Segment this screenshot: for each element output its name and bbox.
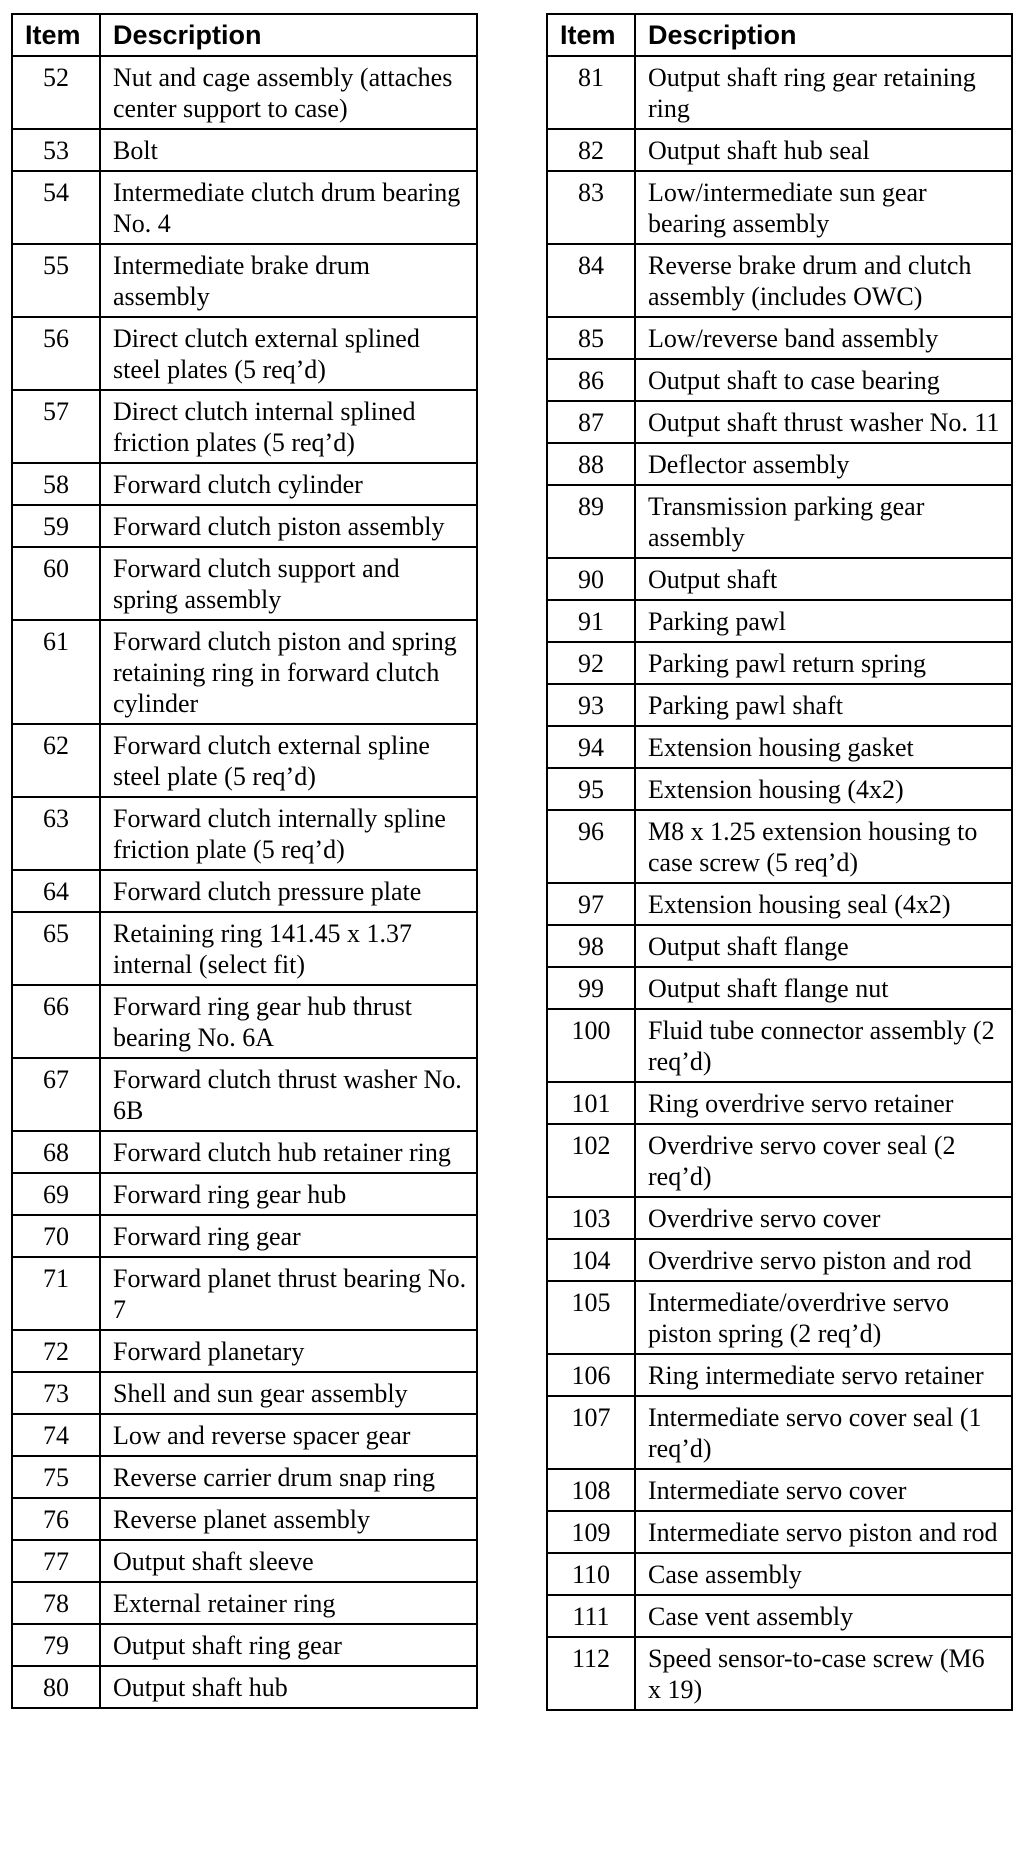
item-number: 93: [547, 684, 635, 726]
table-row: [12, 870, 477, 912]
item-number: 69: [12, 1173, 100, 1215]
table-row: [12, 1624, 477, 1666]
item-description: Forward clutch external spline steel plate (5 req’d): [100, 724, 477, 797]
table-row: [12, 1131, 477, 1173]
table-row: [547, 1553, 1012, 1595]
item-number: 83: [547, 171, 635, 244]
table-row: [547, 883, 1012, 925]
item-number: 78: [12, 1582, 100, 1624]
item-number: 55: [12, 244, 100, 317]
item-description: Output shaft hub: [100, 1666, 477, 1708]
table-row: [12, 129, 477, 171]
table-row: [547, 317, 1012, 359]
table-row: [547, 684, 1012, 726]
table-row: [547, 1354, 1012, 1396]
item-description: Case assembly: [635, 1553, 1012, 1595]
table-row: [12, 797, 477, 870]
item-description: Extension housing seal (4x2): [635, 883, 1012, 925]
item-number: 66: [12, 985, 100, 1058]
item-number: 103: [547, 1197, 635, 1239]
item-description: Parking pawl return spring: [635, 642, 1012, 684]
item-description: Output shaft: [635, 558, 1012, 600]
item-number: 89: [547, 485, 635, 558]
item-number: 96: [547, 810, 635, 883]
item-description: Forward clutch support and spring assembly: [100, 547, 477, 620]
item-number: 90: [547, 558, 635, 600]
item-description: Speed sensor-to-case screw (M6 x 19): [635, 1637, 1012, 1710]
item-number: 107: [547, 1396, 635, 1469]
table-row: [547, 600, 1012, 642]
item-number: 70: [12, 1215, 100, 1257]
table-row: [547, 401, 1012, 443]
item-number: 105: [547, 1281, 635, 1354]
item-description: Bolt: [100, 129, 477, 171]
table-row: [12, 463, 477, 505]
table-row: [547, 642, 1012, 684]
item-description: Direct clutch external splined steel plates (5 req’d): [100, 317, 477, 390]
item-number: 52: [12, 56, 100, 129]
table-row: [12, 317, 477, 390]
table-row: [12, 985, 477, 1058]
table-row: [12, 912, 477, 985]
item-description: Output shaft ring gear: [100, 1624, 477, 1666]
item-description: Forward ring gear hub thrust bearing No. 6A: [100, 985, 477, 1058]
item-description: Output shaft ring gear retaining ring: [635, 56, 1012, 129]
item-number: 88: [547, 443, 635, 485]
item-description: Forward clutch piston assembly: [100, 505, 477, 547]
header-row: [12, 14, 477, 56]
item-description: Low/intermediate sun gear bearing assembly: [635, 171, 1012, 244]
item-description: Ring intermediate servo retainer: [635, 1354, 1012, 1396]
table-row: [12, 1456, 477, 1498]
item-number: 102: [547, 1124, 635, 1197]
table-row: [547, 443, 1012, 485]
table-row: [12, 390, 477, 463]
item-description: Forward planetary: [100, 1330, 477, 1372]
table-row: [547, 558, 1012, 600]
table-body-left: [12, 56, 477, 1708]
table-row: [547, 768, 1012, 810]
table-row: [12, 171, 477, 244]
table-row: [12, 1058, 477, 1131]
item-description: Intermediate/overdrive servo piston spring (2 req’d): [635, 1281, 1012, 1354]
table-row: [12, 724, 477, 797]
item-number: 94: [547, 726, 635, 768]
item-description: Output shaft sleeve: [100, 1540, 477, 1582]
item-description: Output shaft flange: [635, 925, 1012, 967]
table-row: [547, 925, 1012, 967]
item-number: 85: [547, 317, 635, 359]
parts-table-left: [11, 13, 478, 1709]
item-number: 108: [547, 1469, 635, 1511]
table-row: [547, 1239, 1012, 1281]
item-description: Overdrive servo cover seal (2 req’d): [635, 1124, 1012, 1197]
item-number: 53: [12, 129, 100, 171]
item-description: Forward clutch hub retainer ring: [100, 1131, 477, 1173]
item-number: 73: [12, 1372, 100, 1414]
item-number: 71: [12, 1257, 100, 1330]
item-number: 109: [547, 1511, 635, 1553]
item-description: M8 x 1.25 extension housing to case screw (5 req’d): [635, 810, 1012, 883]
table-row: [12, 1540, 477, 1582]
item-number: 106: [547, 1354, 635, 1396]
item-description: Forward clutch piston and spring retaining ring in forward clutch cylinder: [100, 620, 477, 724]
item-number: 82: [547, 129, 635, 171]
table-row: [547, 1637, 1012, 1710]
item-number: 77: [12, 1540, 100, 1582]
item-description: Parking pawl shaft: [635, 684, 1012, 726]
item-description: Reverse carrier drum snap ring: [100, 1456, 477, 1498]
item-description: Reverse brake drum and clutch assembly (includes OWC): [635, 244, 1012, 317]
item-number: 74: [12, 1414, 100, 1456]
item-number: 101: [547, 1082, 635, 1124]
table-row: [12, 1372, 477, 1414]
table-row: [547, 129, 1012, 171]
item-description: Fluid tube connector assembly (2 req’d): [635, 1009, 1012, 1082]
table-row: [12, 1414, 477, 1456]
item-description: Output shaft hub seal: [635, 129, 1012, 171]
table-row: [547, 1009, 1012, 1082]
item-description: Ring overdrive servo retainer: [635, 1082, 1012, 1124]
item-number: 62: [12, 724, 100, 797]
parts-table-right: [546, 13, 1013, 1711]
item-number: 65: [12, 912, 100, 985]
table-row: [547, 244, 1012, 317]
item-number: 91: [547, 600, 635, 642]
item-description: Extension housing (4x2): [635, 768, 1012, 810]
table-body-right: [547, 56, 1012, 1710]
table-row: [547, 1281, 1012, 1354]
item-number: 84: [547, 244, 635, 317]
item-number: 75: [12, 1456, 100, 1498]
item-number: 112: [547, 1637, 635, 1710]
table-row: [12, 1666, 477, 1708]
item-number: 104: [547, 1239, 635, 1281]
table-row: [12, 620, 477, 724]
item-number: 100: [547, 1009, 635, 1082]
table-row: [547, 1197, 1012, 1239]
item-description: Low and reverse spacer gear: [100, 1414, 477, 1456]
item-description: Output shaft to case bearing: [635, 359, 1012, 401]
item-number: 110: [547, 1553, 635, 1595]
item-number: 99: [547, 967, 635, 1009]
item-description: Forward clutch internally spline friction plate (5 req’d): [100, 797, 477, 870]
item-column-header: Item: [547, 14, 635, 56]
table-row: [547, 1082, 1012, 1124]
item-description: Nut and cage assembly (attaches center support to case): [100, 56, 477, 129]
item-number: 68: [12, 1131, 100, 1173]
item-description: Overdrive servo cover: [635, 1197, 1012, 1239]
item-number: 81: [547, 56, 635, 129]
item-description: Forward planet thrust bearing No. 7: [100, 1257, 477, 1330]
table-row: [547, 56, 1012, 129]
item-number: 72: [12, 1330, 100, 1372]
item-number: 79: [12, 1624, 100, 1666]
item-description: Forward ring gear: [100, 1215, 477, 1257]
table-row: [547, 359, 1012, 401]
table-row: [12, 1330, 477, 1372]
item-description: Transmission parking gear assembly: [635, 485, 1012, 558]
item-description: Forward clutch pressure plate: [100, 870, 477, 912]
item-description: Shell and sun gear assembly: [100, 1372, 477, 1414]
item-description: Intermediate servo cover: [635, 1469, 1012, 1511]
item-number: 97: [547, 883, 635, 925]
item-description: Forward ring gear hub: [100, 1173, 477, 1215]
item-description: Intermediate servo cover seal (1 req’d): [635, 1396, 1012, 1469]
item-number: 59: [12, 505, 100, 547]
table-row: [547, 726, 1012, 768]
item-number: 57: [12, 390, 100, 463]
item-description: Case vent assembly: [635, 1595, 1012, 1637]
item-number: 54: [12, 171, 100, 244]
item-number: 56: [12, 317, 100, 390]
table-row: [12, 547, 477, 620]
table-row: [547, 485, 1012, 558]
item-number: 111: [547, 1595, 635, 1637]
item-number: 61: [12, 620, 100, 724]
item-description: Low/reverse band assembly: [635, 317, 1012, 359]
item-description: Direct clutch internal splined friction plates (5 req’d): [100, 390, 477, 463]
item-number: 98: [547, 925, 635, 967]
table-row: [12, 1215, 477, 1257]
table-row: [12, 505, 477, 547]
table-row: [547, 967, 1012, 1009]
table-row: [12, 56, 477, 129]
item-description: Intermediate brake drum assembly: [100, 244, 477, 317]
table-row: [547, 1595, 1012, 1637]
table-row: [547, 1396, 1012, 1469]
item-number: 86: [547, 359, 635, 401]
item-number: 76: [12, 1498, 100, 1540]
table-row: [12, 244, 477, 317]
item-number: 63: [12, 797, 100, 870]
item-description: Forward clutch thrust washer No. 6B: [100, 1058, 477, 1131]
item-description: Intermediate servo piston and rod: [635, 1511, 1012, 1553]
table-row: [12, 1173, 477, 1215]
table-row: [547, 1124, 1012, 1197]
item-description: Parking pawl: [635, 600, 1012, 642]
item-number: 58: [12, 463, 100, 505]
item-description: Output shaft thrust washer No. 11: [635, 401, 1012, 443]
item-number: 92: [547, 642, 635, 684]
item-description: Forward clutch cylinder: [100, 463, 477, 505]
item-description: External retainer ring: [100, 1582, 477, 1624]
table-row: [12, 1257, 477, 1330]
table-row: [547, 1469, 1012, 1511]
item-description: Overdrive servo piston and rod: [635, 1239, 1012, 1281]
table-row: [547, 810, 1012, 883]
item-description: Retaining ring 141.45 x 1.37 internal (select fit): [100, 912, 477, 985]
item-description: Deflector assembly: [635, 443, 1012, 485]
item-description: Reverse planet assembly: [100, 1498, 477, 1540]
description-column-header: Description: [100, 14, 477, 56]
table-row: [12, 1582, 477, 1624]
item-number: 67: [12, 1058, 100, 1131]
item-number: 64: [12, 870, 100, 912]
item-number: 60: [12, 547, 100, 620]
table-row: [547, 171, 1012, 244]
table-row: [547, 1511, 1012, 1553]
item-description: Intermediate clutch drum bearing No. 4: [100, 171, 477, 244]
header-row: [547, 14, 1012, 56]
item-description: Extension housing gasket: [635, 726, 1012, 768]
item-column-header: Item: [12, 14, 100, 56]
item-description: Output shaft flange nut: [635, 967, 1012, 1009]
table-row: [12, 1498, 477, 1540]
description-column-header: Description: [635, 14, 1012, 56]
item-number: 95: [547, 768, 635, 810]
item-number: 87: [547, 401, 635, 443]
item-number: 80: [12, 1666, 100, 1708]
